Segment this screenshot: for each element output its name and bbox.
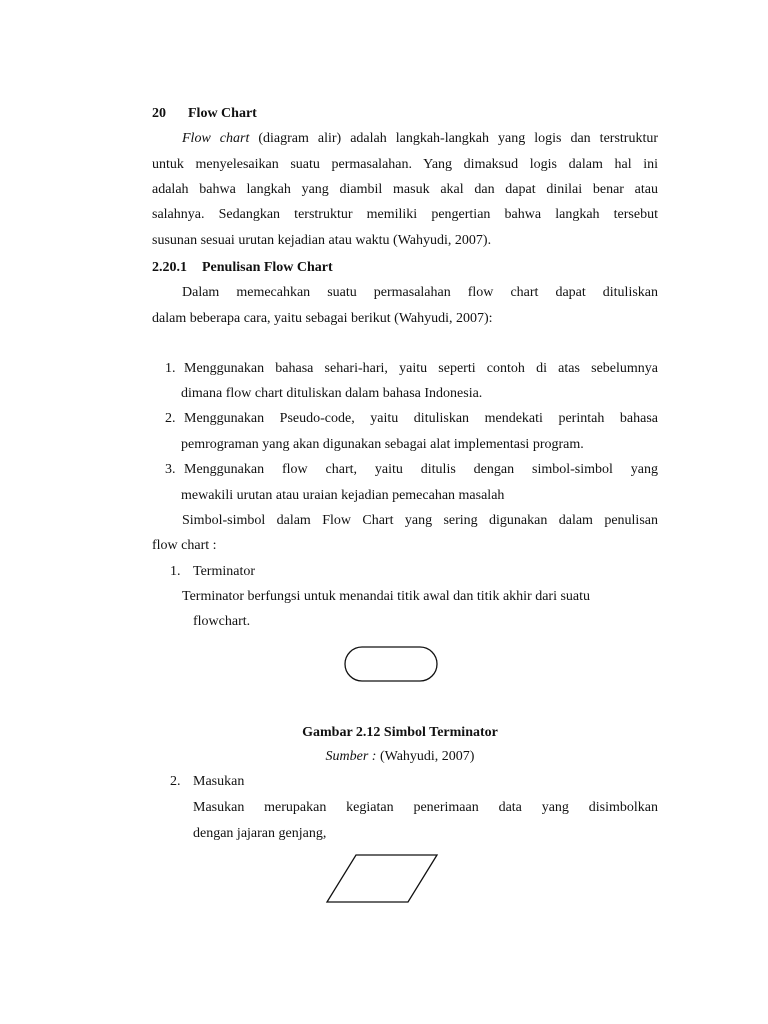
intro-term: Flow chart (182, 131, 250, 146)
intro-line-1 (182, 130, 658, 148)
symbol-number: 1. (170, 564, 181, 579)
intro-line-1-text: (diagram alir) adalah langkah-langkah yang logis dan terstruktur (249, 131, 658, 146)
method-number: 1. (165, 361, 176, 376)
parallelogram-symbol (326, 854, 438, 904)
intro-line-3: adalah bahwa langkah yang diambil masuk akal dan dapat dinilai benar atau (152, 182, 658, 197)
section-title: Flow Chart (188, 106, 257, 121)
symbol-number: 2. (170, 774, 181, 789)
symbols-intro-line-1: Simbol-simbol dalam Flow Chart yang sering digunakan dalam penulisan (182, 513, 658, 528)
intro-line-2: untuk menyelesaikan suatu permasalahan. Yang dimaksud logis dalam hal ini (152, 157, 658, 172)
method-number: 3. (165, 462, 176, 477)
symbol-desc-line: Masukan merupakan kegiatan penerimaan data yang disimbolkan (193, 800, 658, 815)
intro-line-5: susunan sesuai urutan kejadian atau waktu (Wahyudi, 2007). (152, 233, 492, 248)
subsection-line-2: dalam beberapa cara, yaitu sebagai berikut (Wahyudi, 2007): (152, 311, 493, 326)
intro-line-4: salahnya. Sedangkan terstruktur memiliki pengertian bahwa langkah tersebut (152, 207, 658, 222)
section-number: 20 (152, 106, 166, 121)
method-number: 2. (165, 411, 176, 426)
symbol-desc-line: Terminator berfungsi untuk menandai titik awal dan titik akhir dari suatu (182, 589, 591, 604)
subsection-line-1: Dalam memecahkan suatu permasalahan flow chart dapat dituliskan (182, 285, 658, 300)
method-line: Menggunakan flow chart, yaitu ditulis dengan simbol-simbol yang (184, 462, 658, 477)
symbols-intro-line-2: flow chart : (152, 538, 217, 553)
method-line: mewakili urutan atau uraian kejadian pemecahan masalah (181, 488, 505, 503)
figure-source-label: Sumber : (325, 749, 377, 764)
subsection-title: Penulisan Flow Chart (202, 260, 333, 275)
symbol-desc-line: dengan jajaran genjang, (193, 826, 327, 841)
symbol-desc-line: flowchart. (193, 614, 251, 629)
subsection-number: 2.20.1 (152, 260, 187, 275)
symbol-name: Masukan (193, 774, 245, 789)
method-line: Menggunakan Pseudo-code, yaitu dituliskan mendekati perintah bahasa (184, 411, 658, 426)
symbol-name: Terminator (193, 564, 255, 579)
figure-source-ref: (Wahyudi, 2007) (376, 749, 475, 764)
method-line: Menggunakan bahasa sehari-hari, yaitu seperti contoh di atas sebelumnya (184, 361, 658, 376)
method-line: pemrograman yang akan digunakan sebagai alat implementasi program. (181, 437, 584, 452)
terminator-symbol (344, 646, 438, 682)
figure-source (0, 748, 768, 766)
method-line: dimana flow chart dituliskan dalam bahasa Indonesia. (181, 386, 483, 401)
figure-caption: Gambar 2.12 Simbol Terminator (302, 725, 498, 740)
